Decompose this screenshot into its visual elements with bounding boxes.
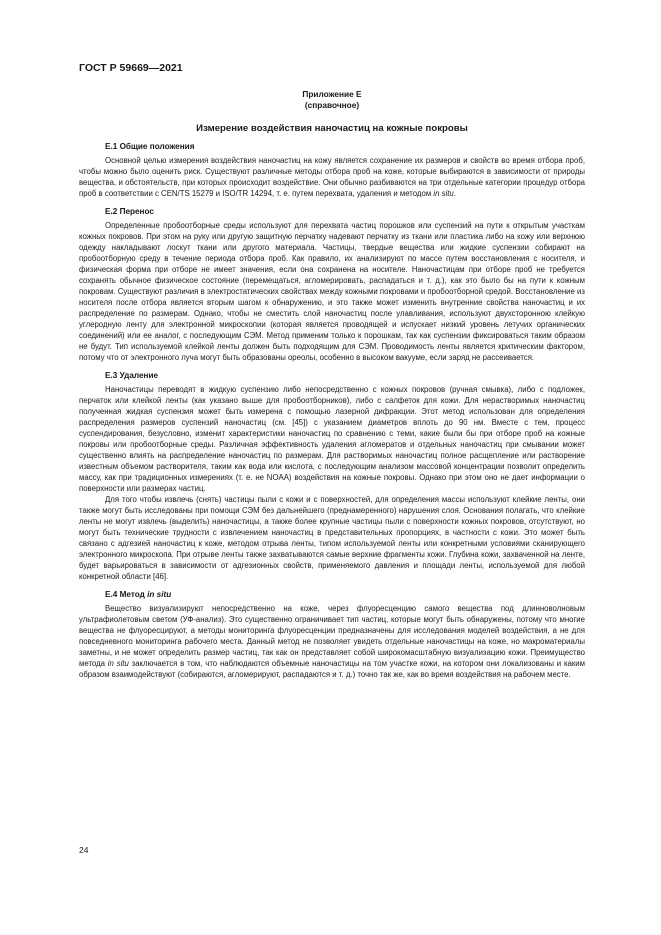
annex-title: Измерение воздействия наночастиц на кожные покровы <box>196 123 468 134</box>
standard-designation: ГОСТ Р 59669—2021 <box>79 62 183 74</box>
paragraph-e3-1: Наночастицы переводят в жидкую суспензию либо непосредственно с кожных покровов (ручная смывка), либо с подложек, перчаток или клейкой ленты (как указано выше для пробоотборников), либо с салфеток для кожи. Для нерастворимых наночастиц полученная жидкая суспензия может быть измерена с помощью лазерной дифракции. Этот метод использован для определения распределения размеров суспензий наночастиц (см. [45]) с указанием диаметров вплоть до 90 нм. Вместе с тем, процесс суспендирования, безусловно, изменит характеристики наночастиц по сравнению с теми, какие были бы при отборе проб на кожные покровы или пробоотборные среды. Различная эффективность удаления агломератов и отдельных наночастиц при смывании может существенно влиять на распределение наночастиц по размерам. Для растворимых наночастиц полное расщепление или растворение известным объемом растворителя, таким как вода или кислота, с последующим анализом массовой концентрации позволит определить массу, как при традиционных измерениях (т. е. не NOAA) воздействия на кожные покровы. Однако при этом оно не дает информации о поверхности или размерах частиц. <box>79 385 585 493</box>
section-heading-e4: Е.4 Метод in situ <box>105 590 172 599</box>
paragraph-e2-1: Определенные пробоотборные среды используют для перехвата частиц порошков или суспензий на пути к открытым участкам кожных покровов. При этом на руку или другую защитную перчатку надевают перчатку из ткани или пластика либо на кожу или верхнюю одежду накладывают лоскут ткани или другого материала. Частицы, твердые вещества или жидкие суспензии собирают на пробоотборную среду в течение периода отбора проб. Как правило, их анализируют по массе путем восстановления с носителя, и физическая форма при отборе не имеет значения, если она сохранена на носителе. Наночастицам при отборе проб не требуется сохранять обычное физическое состояние (перемещаться, агломерировать, распадаться и т. д.), как это было бы на пути к кожным покровам. Существуют различия в электростатических свойствах между кожными покровами и пробоотборной средой. Восстановление из носителя после отбора является вторым шагом к обнаружению, и это также может изменить внутренние свойства наночастиц и их распределение по размерам. Однако, чтобы не сместить слой наночастиц после улавливания, используют двухсторонною клейкую углеродную ленту для электронной микроскопии (которая является проводящей и испускает низкий уровень летучих органических соединений) или ее аналог, с последующим СЭМ. Метод применим только к порошкам, так как суспензии фиксироваться таким образом не будут. Тип используемой клейкой ленты должен быть подходящим для СЭМ. Проводимость ленты является критическим фактором, потому что от электронного луча могут быть образованы ореолы, особенно в высоком вакууме, если заряд не рассеивается. <box>79 221 585 362</box>
section-heading-e2: Е.2 Перенос <box>105 207 154 216</box>
annex-type: (справочное) <box>304 100 360 110</box>
section-heading-e1: Е.1 Общие положения <box>105 142 195 151</box>
page-number: 24 <box>79 845 89 855</box>
paragraph-e4-1: Вещество визуализируют непосредственно на коже, через флуоресценцию самого вещества под длинноволновым ультрафиолетовым светом (УФ-анализ). Это существенно ограничивает тип частиц, которые могут быть обнаружены, потому что многие вещества не флуоресцируют, а методы мониторинга флуоресценции предназначены для исследования моделей воздействия, а не для повседневного мониторинга рабочего места. Данный метод не позволяет увидеть отдельные наночастицы на коже, но макроматериалы заметны, и не может определить размер частиц, так как он представляет собой широкомасштабную визуализацию кожи. Преимущество метода in situ заключается в том, что наблюдаются объемные наночастицы на том участке кожи, на котором они локализованы и каким образом взаимодействуют (собираются, агломерируют, распадаются и т. д.) точно так же, как во время воздействия на рабочем месте. <box>79 604 585 679</box>
annex-content <box>79 80 585 680</box>
paragraph-e3-2: Для того чтобы извлечь (снять) частицы пыли с кожи и с поверхностей, для определения массы используют клейкие ленты, они также могут быть исследованы при помощи СЭМ без дальнейшего (преднамеренного) нарушения слоя. Основания полагать, что клейкие ленты не могут извлечь (выделить) наночастицы, а также более крупные частицы пыли с поверхности кожных покровов, отсутствуют, но могут быть технические трудности с извлечением наночастиц в представительных пропорциях, в частности с кожи. Это может быть связано с адгезией наночастиц к коже, методом отрыва ленты, типом используемой ленты или конкретными условиями сканирующего электронного микроскопа. При отрыве ленты также захватываются самые верхние фрагменты кожи. Глубина кожи, захваченной на ленте, будет варьироваться в зависимости от адгезионных свойств, применяемого давления и площади ленты, используемой для любой конкретной области [46]. <box>79 495 585 581</box>
annex-label: Приложение Е <box>302 89 362 99</box>
paragraph-e1-1: Основной целью измерения воздействия наночастиц на кожу является сохранение их размеров и свойств во время отбора проб, чтобы можно было оценить риск. Существуют различные методы отбора проб на коже, которые выбираются в зависимости от природы вещества, и обстоятельств, при которых происходит воздействие. Они обычно разбиваются на три отдельные категории процедур отбора проб в соответствии с CEN/TS 15279 и ISO/TR 14294, т. е. путем перехвата, удаления и методом in situ. <box>79 156 585 198</box>
section-heading-e3: Е.3 Удаление <box>105 371 159 380</box>
